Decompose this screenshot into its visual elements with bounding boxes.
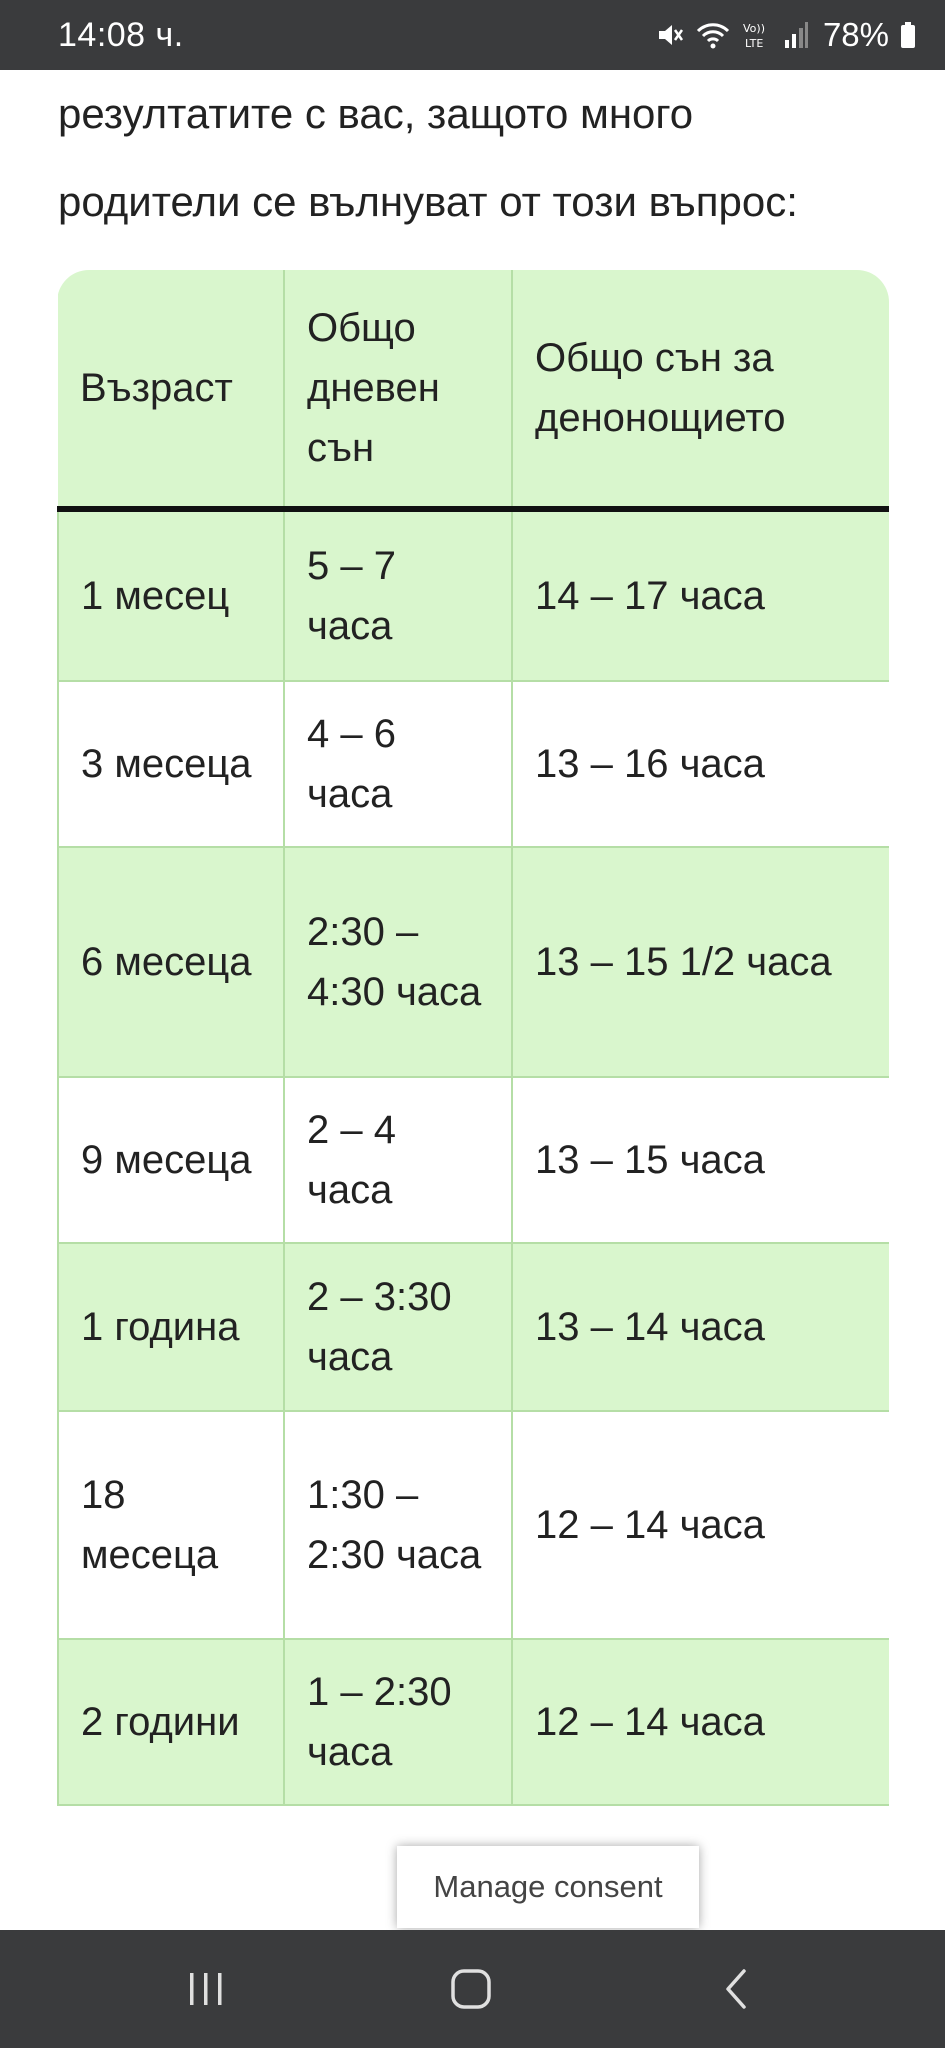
table-row <box>58 681 889 847</box>
home-icon[interactable] <box>431 1954 511 2024</box>
header-total-sleep: Общо сън за денонощието <box>512 270 889 509</box>
recent-apps-icon[interactable] <box>166 1954 246 2024</box>
table-row <box>58 1243 889 1411</box>
cell-daytime-sleep: 5 – 7 часа <box>284 509 512 681</box>
cell-total-sleep: 12 – 14 часа <box>512 1639 889 1805</box>
cell-age: 6 месеца <box>58 847 284 1077</box>
manage-consent-button[interactable]: Manage consent <box>397 1846 699 1928</box>
cell-age: 2 години <box>58 1639 284 1805</box>
status-bar <box>0 0 945 70</box>
cell-total-sleep: 12 – 14 часа <box>512 1411 889 1639</box>
cell-total-sleep: 13 – 15 часа <box>512 1077 889 1243</box>
back-icon[interactable] <box>696 1954 776 2024</box>
cell-age: 1 година <box>58 1243 284 1411</box>
cell-total-sleep: 14 – 17 часа <box>512 509 889 681</box>
mute-icon <box>655 20 685 50</box>
status-icons <box>655 16 917 54</box>
header-daytime-sleep: Общо дневен сън <box>284 270 512 509</box>
cell-age: 3 месеца <box>58 681 284 847</box>
cell-total-sleep: 13 – 16 часа <box>512 681 889 847</box>
cell-daytime-sleep: 2 – 3:30 часа <box>284 1243 512 1411</box>
cell-age: 1 месец <box>58 509 284 681</box>
cell-daytime-sleep: 2 – 4 часа <box>284 1077 512 1243</box>
sleep-table <box>57 270 889 1806</box>
cell-daytime-sleep: 1:30 – 2:30 часа <box>284 1411 512 1639</box>
signal-icon <box>783 20 809 50</box>
intro-paragraph <box>58 70 908 246</box>
intro-line-2: родители се вълнуват от този въпрос: <box>58 178 798 225</box>
volte-icon <box>741 20 773 50</box>
header-age: Възраст <box>58 270 284 509</box>
cell-total-sleep: 13 – 15 1/2 часа <box>512 847 889 1077</box>
status-time: 14:08 ч. <box>58 15 184 54</box>
intro-line-1: резултатите с вас, защото много <box>58 90 694 137</box>
svg-text:Vo)): Vo)) <box>742 22 765 35</box>
cell-age: 18 месеца <box>58 1411 284 1639</box>
cell-daytime-sleep: 1 – 2:30 часа <box>284 1639 512 1805</box>
wifi-icon <box>695 20 731 50</box>
battery-percent: 78% <box>822 16 889 53</box>
table-row <box>58 509 889 681</box>
table-row <box>58 1639 889 1805</box>
table-row <box>58 1077 889 1243</box>
table-row <box>58 847 889 1077</box>
table-row <box>58 1411 889 1639</box>
battery-icon <box>899 20 917 50</box>
cell-daytime-sleep: 2:30 – 4:30 часа <box>284 847 512 1077</box>
cell-age: 9 месеца <box>58 1077 284 1243</box>
cell-total-sleep: 13 – 14 часа <box>512 1243 889 1411</box>
table-header-row <box>58 270 889 509</box>
navigation-bar <box>0 1930 945 2048</box>
cell-daytime-sleep: 4 – 6 часа <box>284 681 512 847</box>
svg-text:LTE: LTE <box>744 37 764 50</box>
